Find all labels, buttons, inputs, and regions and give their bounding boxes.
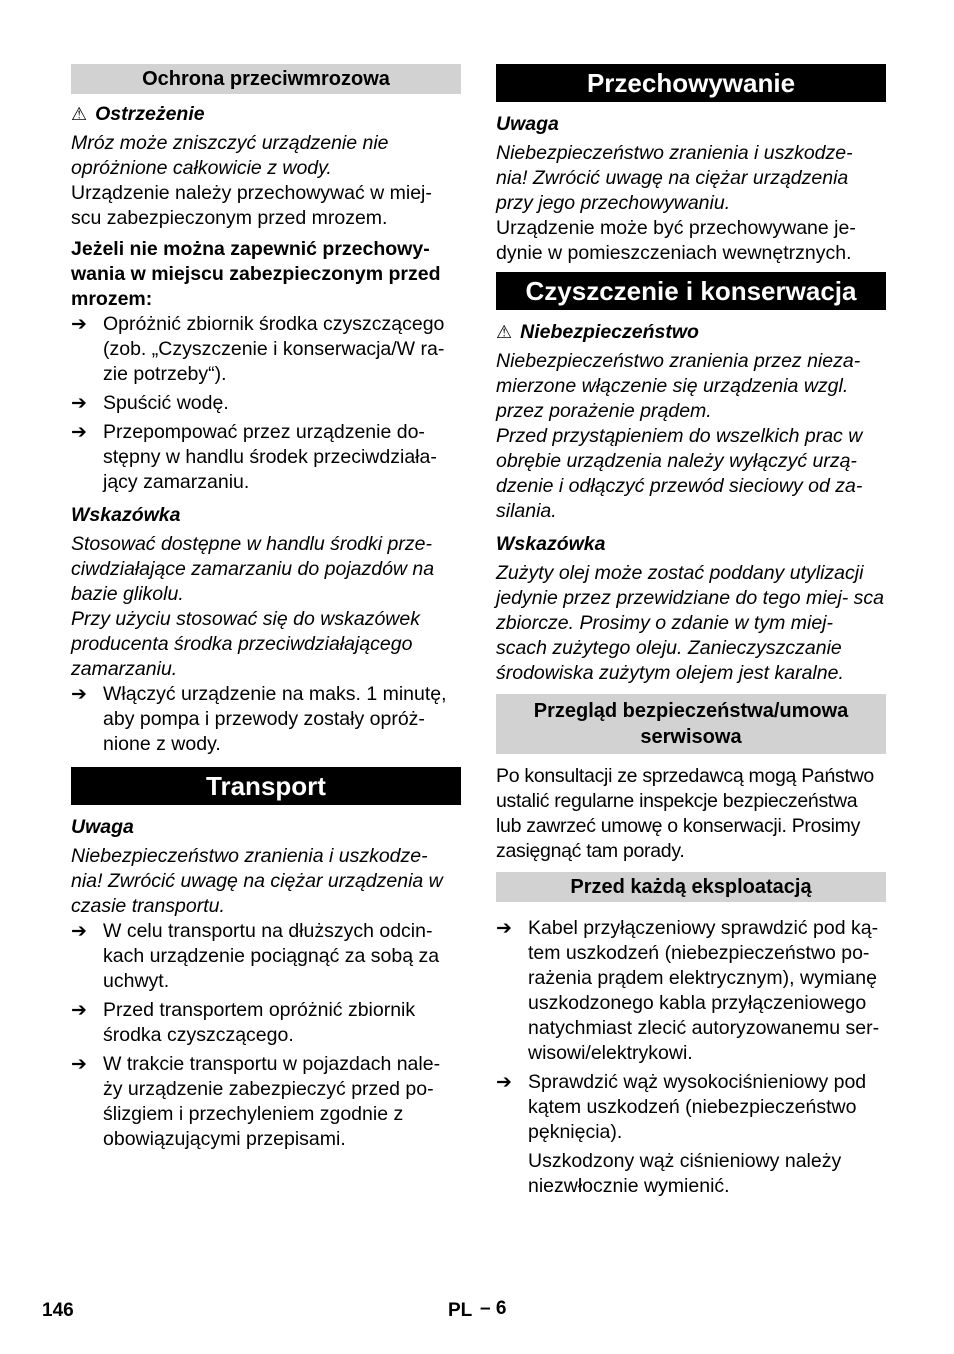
transport-step-3: ➔ W trakcie transportu w pojazdach nale- ży urządzenie zabezpieczyć przed po- ślizgiem i przechyleniem zgodnie z obowiązującymi przepisami. [71, 1052, 461, 1152]
section-title-inspection: Przegląd bezpieczeństwa/umowa serwisowa [496, 694, 886, 754]
frost-bold-text: Jeżeli nie można zapewnić przechowy- wania w miejscu zabezpieczonym przed mrozem: [71, 238, 441, 310]
warning-label: ⚠ Ostrzeżenie [71, 103, 205, 125]
transport-step-1: ➔ W celu transportu na dłuższych odcin- kach urządzenie pociągnąć za sobą za uchwyt. [71, 919, 461, 994]
warning-icon: ⚠ [71, 104, 88, 125]
page-number: 146 [42, 1300, 74, 1321]
transport-caution-text: Niebezpieczeństwo zranienia i uszkodze- nia! Zwrócić uwagę na ciężar urządzenia w czasie transportu. [71, 845, 443, 917]
frost-step-last: ➔ Włączyć urządzenie na maks. 1 minutę, aby pompa i przewody zostały opróż- nione z wody. [71, 682, 461, 757]
frost-note-text-2: Przy użyciu stosować się do wskazówek producenta środka przeciwdziałającego zamarzaniu. [71, 608, 420, 680]
storage-caution-text: Niebezpieczeństwo zranienia i uszkodze- nia! Zwrócić uwagę na ciężar urządzenia przy jego przechowywaniu. [496, 142, 853, 214]
frost-step-2: ➔ Spuścić wodę. [71, 391, 461, 416]
cleaning-note-text: Zużyty olej może zostać poddany utylizacji jedynie przez przewidziane do tego miej- sca zbiorcze. Prosimy o zdanie w tym miej- scach zużytego oleju. Zanieczyszczanie środowiska zużytym olejem jest karalne. [496, 562, 885, 684]
cleaning-note-label: Wskazówka [496, 533, 606, 555]
before-use-extra-text: Uszkodzony wąż ciśnieniowy należy niezwłocznie wymienić. [528, 1150, 842, 1197]
danger-text-2: Przed przystąpieniem do wszelkich prac w obrębie urządzenia należy wyłączyć urzą- dzenie i odłączyć przewód sieciowy od za- silania. [496, 425, 863, 522]
section-title-storage: Przechowywanie [496, 64, 886, 102]
section-title-before-use: Przed każdą eksploatacją [496, 872, 886, 902]
danger-icon: ⚠ [496, 322, 513, 343]
frost-text: Urządzenie należy przechowywać w miej- scu zabezpieczonym przed mrozem. [71, 182, 432, 229]
section-title-frost: Ochrona przeciwmrozowa [71, 64, 461, 94]
transport-caution-label: Uwaga [71, 816, 134, 838]
frost-step-3: ➔ Przepompować przez urządzenie do- stępny w handlu środek przeciwdziała- jący zamarzaniu. [71, 420, 461, 495]
before-use-step-1: ➔ Kabel przyłączeniowy sprawdzić pod ką- tem uszkodzeń (niebezpieczeństwo po- rażenia prądem elektrycznym), wymianę uszkodzonego kabla przyłączeniowego natychmiast zlecić autoryzowanemu ser- wisowi/elektrykowi. [496, 916, 886, 1066]
footer-lang: PL [448, 1300, 473, 1321]
section-title-transport: Transport [71, 767, 461, 805]
before-use-step-2: ➔ Sprawdzić wąż wysokociśnieniowy pod kątem uszkodzeń (niebezpieczeństwo pęknięcia). [496, 1070, 886, 1145]
warning-text: Mróz może zniszczyć urządzenie nie opróżnione całkowicie z wody. [71, 132, 389, 179]
right-column [496, 64, 886, 1199]
frost-note-text-1: Stosować dostępne w handlu środki prze- ciwdziałające zamarzaniu do pojazdów na bazie glikolu. [71, 533, 435, 605]
frost-step-1: ➔ Opróżnić zbiornik środka czyszczącego (zob. „Czyszczenie i konserwacja/W ra- zie potrzeby“). [71, 312, 461, 387]
footer-page-sub: – 6 [480, 1298, 507, 1319]
danger-text-1: Niebezpieczeństwo zranienia przez nieza- mierzone włączenie się urządzenia wzgl. przez porażenie prądem. [496, 350, 861, 422]
storage-text: Urządzenie może być przechowywane je- dynie w pomieszczeniach wewnętrznych. [496, 217, 856, 264]
inspection-text: Po konsultacji ze sprzedawcą mogą Państwo ustalić regularne inspekcje bezpieczeństwa lub zawrzeć umowę o konserwacji. Prosimy zasięgnąć tam porady. [496, 765, 874, 862]
transport-step-2: ➔ Przed transportem opróżnić zbiornik środka czyszczącego. [71, 998, 461, 1048]
frost-note-label: Wskazówka [71, 504, 181, 526]
section-title-cleaning: Czyszczenie i konserwacja [496, 272, 886, 310]
danger-label: ⚠ Niebezpieczeństwo [496, 321, 699, 343]
storage-caution-label: Uwaga [496, 113, 559, 135]
left-column [71, 64, 461, 1152]
